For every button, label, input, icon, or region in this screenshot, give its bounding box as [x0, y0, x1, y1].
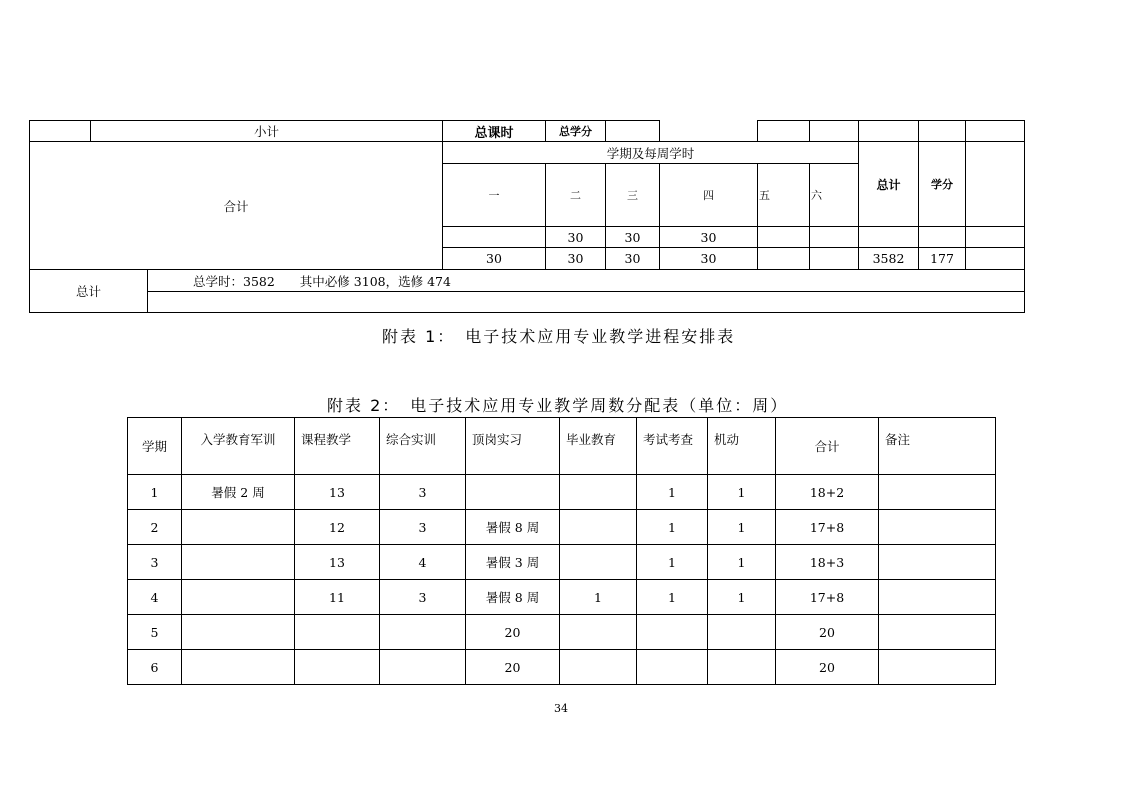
table-cell: [560, 475, 637, 510]
table-cell: [708, 615, 776, 650]
combined-total-label: 合计: [223, 198, 249, 214]
table-cell: 1: [637, 545, 708, 580]
page-number: 34: [554, 702, 568, 715]
table-header-row: [128, 418, 996, 475]
row-a-sem2: 30: [567, 229, 584, 245]
table-rule: [1024, 120, 1025, 313]
table-cell: [560, 615, 637, 650]
table-cell: 6: [128, 650, 182, 685]
table-cell: [637, 650, 708, 685]
table-cell: [466, 475, 560, 510]
table-cell: 1: [637, 510, 708, 545]
table-rule: [809, 120, 810, 142]
table-cell: [879, 580, 996, 615]
row-a-sem1: [443, 227, 545, 247]
table-cell: 20: [776, 615, 879, 650]
semester-6-header: 六: [811, 189, 822, 202]
table-cell: 5: [128, 615, 182, 650]
row-b-sem4: 30: [700, 251, 717, 266]
grand-total-summary: 总学时：3582 其中必修 3108，选修 474: [193, 273, 451, 289]
semester-2-header: 二: [570, 189, 581, 202]
table-cell: [637, 615, 708, 650]
table-rule: [659, 120, 660, 142]
header-cell: 课程教学: [295, 418, 380, 475]
table-cell: [560, 510, 637, 545]
table-cell: [380, 615, 466, 650]
row-b-sem3: 30: [624, 251, 641, 266]
table-cell: [879, 475, 996, 510]
header-cell: 毕业教育: [560, 418, 637, 475]
header-cell: 合计: [776, 418, 879, 475]
row-b-credits: 177: [930, 251, 954, 266]
semester-header: 学期及每周学时: [606, 145, 695, 161]
table-cell: [879, 510, 996, 545]
table-cell: 1: [128, 475, 182, 510]
table-cell: [182, 650, 295, 685]
table-row: [128, 475, 996, 510]
header-cell: 入学教育军训: [182, 418, 295, 475]
table-cell: 3: [380, 580, 466, 615]
table-cell: 17+8: [776, 580, 879, 615]
table-cell: [182, 615, 295, 650]
table-cell: 暑假 3 周: [466, 545, 560, 580]
table-rule: [29, 312, 1025, 313]
table-rule: [757, 163, 758, 270]
table-cell: 1: [637, 580, 708, 615]
table-cell: 3: [380, 510, 466, 545]
table-row: [128, 510, 996, 545]
table-cell: [295, 650, 380, 685]
table-row: [128, 580, 996, 615]
table-cell: [295, 615, 380, 650]
table-cell: 13: [295, 545, 380, 580]
caption-table-1: 附表 1： 电子技术应用专业教学进程安排表: [382, 327, 736, 346]
table-cell: 18+2: [776, 475, 879, 510]
table-cell: [879, 650, 996, 685]
grand-total-header: 总计: [876, 177, 901, 192]
header-cell: 顶岗实习: [466, 418, 560, 475]
table-cell: 暑假 8 周: [466, 580, 560, 615]
table-cell: [879, 545, 996, 580]
table-cell: 12: [295, 510, 380, 545]
table-cell: 1: [708, 475, 776, 510]
table-cell: [879, 615, 996, 650]
table-row: [128, 615, 996, 650]
table-cell: 3: [128, 545, 182, 580]
total-credits-label: 总学分: [559, 125, 592, 138]
table-row: [128, 650, 996, 685]
table-rule: [965, 120, 966, 270]
teaching-schedule-table: [29, 120, 1025, 313]
table-cell: 4: [380, 545, 466, 580]
table-cell: 1: [708, 510, 776, 545]
table-cell: 1: [560, 580, 637, 615]
table-cell: 2: [128, 510, 182, 545]
week-distribution-table: [127, 417, 996, 685]
semester-3-header: 三: [627, 189, 638, 202]
table-cell: 17+8: [776, 510, 879, 545]
table-cell: 11: [295, 580, 380, 615]
row-a-sem3: 30: [624, 229, 641, 245]
table-cell: [182, 580, 295, 615]
table-cell: [182, 510, 295, 545]
table-rule: [147, 270, 148, 313]
total-hours-label: 总课时: [474, 125, 514, 141]
table-cell: 13: [295, 475, 380, 510]
header-cell: 备注: [879, 418, 996, 475]
table-cell: 3: [380, 475, 466, 510]
table-cell: 1: [708, 545, 776, 580]
subtotal-label: 小计: [253, 124, 279, 139]
semester-4-header: 四: [703, 189, 714, 202]
table-row: [128, 545, 996, 580]
header-cell: 考试考查: [637, 418, 708, 475]
table-cell: 1: [637, 475, 708, 510]
table-rule: [757, 120, 1025, 121]
semester-1-header: 一: [488, 189, 500, 202]
table-cell: 18+3: [776, 545, 879, 580]
row-b-sem1: 30: [486, 251, 502, 266]
table-rule: [147, 291, 1025, 292]
semester-5-header: 五: [759, 189, 770, 202]
table-rule: [757, 120, 758, 142]
table-cell: 1: [708, 580, 776, 615]
table-cell: 暑假 2 周: [182, 475, 295, 510]
header-cell: 学期: [128, 418, 182, 475]
caption-table-2: 附表 2： 电子技术应用专业教学周数分配表（单位：周）: [327, 396, 789, 415]
row-b-sem2: 30: [567, 251, 584, 266]
table-rule: [605, 120, 606, 142]
table-cell: [560, 650, 637, 685]
row-b-total: 3582: [872, 251, 905, 266]
grand-total-label: 总计: [75, 284, 101, 299]
table-rule: [809, 163, 810, 270]
table-cell: [560, 545, 637, 580]
table-cell: 20: [466, 650, 560, 685]
table-cell: [708, 650, 776, 685]
table-cell: [182, 545, 295, 580]
header-cell: 机动: [708, 418, 776, 475]
table-cell: 20: [776, 650, 879, 685]
row-a-sem4: 30: [700, 229, 717, 245]
table-cell: 暑假 8 周: [466, 510, 560, 545]
table-cell: [380, 650, 466, 685]
credits-header: 学分: [931, 178, 953, 191]
header-cell: 综合实训: [380, 418, 466, 475]
table-cell: 20: [466, 615, 560, 650]
table-cell: 4: [128, 580, 182, 615]
